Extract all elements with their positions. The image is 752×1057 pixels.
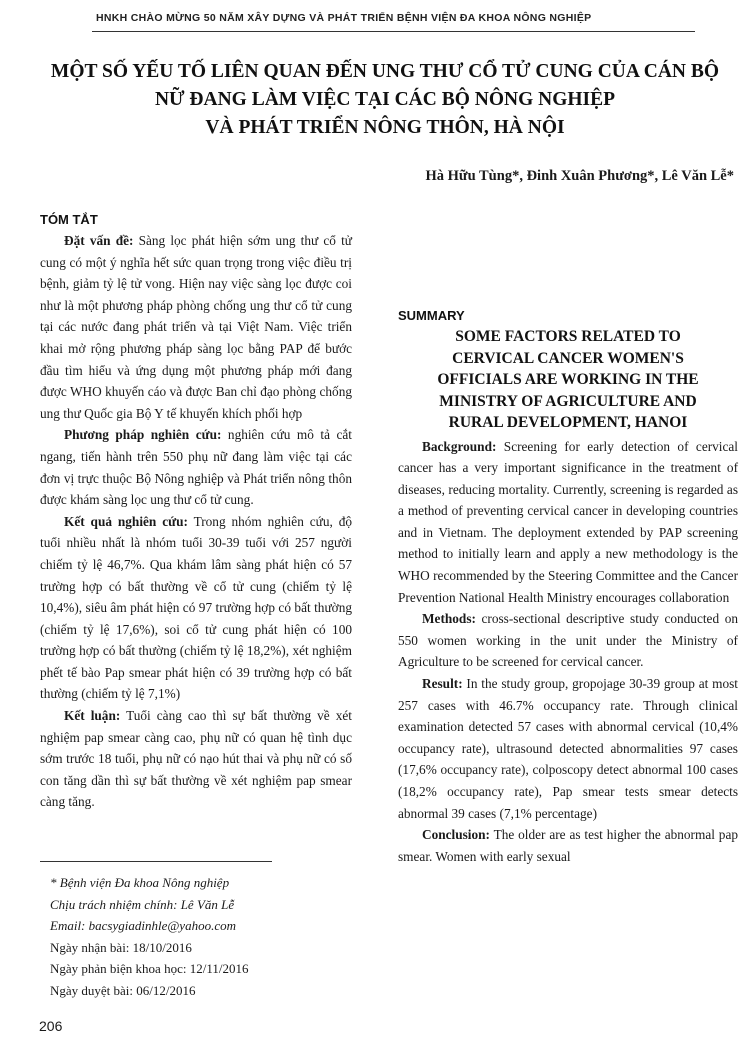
summary-heading: SUMMARY — [398, 308, 465, 323]
background-label: Đặt vấn đề: — [64, 233, 134, 248]
footnote-responsible: Chịu trách nhiệm chính: Lê Văn Lễ — [50, 896, 235, 912]
abstract-methods — [40, 424, 352, 510]
footnote-rule — [40, 861, 272, 862]
methods-text: cross-sectional descriptive study conducted on 550 women working in the unit under the Ministry of Agriculture to be screened for cervical cancer. — [398, 611, 738, 670]
footnote-received: Ngày nhận bài: 18/10/2016 — [50, 939, 192, 955]
conclusion-text: The older are as test higher the abnormal pap smear. Women with early sexual — [398, 827, 738, 864]
header-rule — [92, 31, 695, 32]
summary-methods — [398, 608, 738, 673]
summary-english — [398, 212, 738, 867]
background-label: Background: — [422, 438, 497, 454]
summary-result — [398, 673, 738, 824]
page-number: 206 — [39, 1018, 63, 1034]
footnote-accepted: Ngày duyệt bài: 06/12/2016 — [50, 982, 196, 998]
footnotes — [50, 872, 350, 1001]
abstract-conclusion — [40, 705, 352, 813]
summary-background — [398, 436, 738, 609]
summary-title-line: CERVICAL CANCER WOMEN'S — [452, 349, 684, 367]
summary-conclusion — [398, 824, 738, 867]
methods-label: Phương pháp nghiên cứu: — [64, 427, 222, 443]
background-text: Screening for early detection of cervical cancer has a very important significance in the treatment of diseases, reducing mortality. Currently, screening is regarded as a method of preventing cervical cancer in developing countries and in Vietnam. The deployment extended by PAP screening method to initially learn and apply a new methodology is the WHO recommended by the Steering Committee and the Cancer Prevention National Health Ministry encourages collaboration — [398, 438, 738, 605]
title-line: NỮ ĐANG LÀM VIỆC TẠI CÁC BỘ NÔNG NGHIỆP — [154, 89, 616, 110]
footnote-affiliation: * Bệnh viện Đa khoa Nông nghiệp — [50, 875, 230, 890]
summary-title-line: MINISTRY OF AGRICULTURE AND — [439, 392, 697, 410]
summary-title-line: SOME FACTORS RELATED TO — [455, 328, 681, 345]
conclusion-label: Kết luận: — [64, 708, 121, 724]
results-text: Trong nhóm nghiên cứu, độ tuổi nhiều nhất là nhóm tuổi 30-39 tuổi với 257 người chiếm tỷ lệ 46,7%. Qua khám lâm sàng phát hiện có 57 trường hợp có bất thường về cổ tử cung (chiếm tỷ lệ 10,4%), siêu âm phát hiện có 97 trường hợp có bất thường (chiếm tỷ lệ 17,6%), soi cổ tử cung phát hiện có 100 trường hợp có bất thường (chiếm tỷ lệ 18,2%), xét nghiệm phết tế bào Pap smear phát hiện có 39 trường hợp có bất thường (chiếm tỷ lệ 7,1%) — [40, 513, 353, 702]
result-text: In the study group, gropojage 30-39 group at most 257 cases with 46.7% occupancy rate. Through clinical examination detected 57 cases with abnormal cervical (10,4% occupancy rate), ultrasound detected abnormalities 97 cases (17,6% occupancy rate), colposcopy detect abnormal 100 cases (18,2% occupancy rate), Pap smear tests smear detects abnormal 39 cases (7,1% percentage) — [398, 676, 738, 821]
author-list: Hà Hữu Tùng*, Đinh Xuân Phương*, Lê Văn Lễ* — [425, 168, 734, 184]
abstract-heading: TÓM TẮT — [40, 212, 98, 227]
summary-title-line: OFFICIALS ARE WORKING IN THE — [437, 371, 699, 388]
summary-title-line: RURAL DEVELOPMENT, HANOI — [448, 414, 688, 431]
title-line: VÀ PHÁT TRIỂN NÔNG THÔN, HÀ NỘI — [205, 117, 565, 138]
methods-text: nghiên cứu mô tả cắt ngang, tiến hành trên 550 phụ nữ đang làm việc tại các đơn vị trực thuộc Bộ Nông nghiệp và Phát triển nông thôn được khám sàng lọc ung thư cổ tử cung. — [40, 427, 352, 508]
running-header: HNKH CHÀO MỪNG 50 NĂM XÂY DỰNG VÀ PHÁT TRIỂN BỆNH VIỆN ĐA KHOA NÔNG NGHIỆP — [96, 12, 592, 24]
abstract-results — [40, 511, 352, 705]
background-text: Sàng lọc phát hiện sớm ung thư cổ tử cung có một ý nghĩa hết sức quan trọng trong việc điều trị bệnh, giảm tỷ lệ tử vong. Hiện nay việc sàng lọc được coi như là một phương pháp phòng chống ung thư cổ tử cung tại các nước đang phát triển và tại Việt Nam. Việc triển khai mở rộng phương pháp sàng lọc bằng PAP để bước đầu tìm hiểu và ứng dụng một phương pháp mới đang được WHO khuyến cáo và được Ban chỉ đạo phòng chống ung thư Quốc gia Bộ Y tế khuyến khích phối hợp — [40, 233, 352, 421]
article-title — [40, 58, 730, 142]
footnote-email: Email: bacsygiadinhle@yahoo.com — [50, 918, 236, 933]
conclusion-text: Tuổi càng cao thì sự bất thường về xét nghiệm pap smear càng cao, phụ nữ có quan hệ tình dục sớm trước 18 tuổi, phụ nữ có nạo hút thai và phụ nữ có số con tăng dần thì sự bất thường về xét nghiệm pap smear càng tăng. — [40, 708, 352, 810]
result-label: Result: — [422, 676, 463, 692]
summary-title — [398, 326, 738, 434]
footnote-reviewed: Ngày phản biện khoa học: 12/11/2016 — [50, 961, 249, 976]
conclusion-label: Conclusion: — [422, 827, 490, 843]
results-label: Kết quả nghiên cứu: — [64, 513, 188, 529]
abstract-vietnamese — [40, 212, 352, 813]
column-continuation-spacer — [398, 212, 738, 308]
abstract-background — [40, 230, 352, 424]
title-line: MỘT SỐ YẾU TỐ LIÊN QUAN ĐẾN UNG THƯ CỔ TỬ CUNG CỦA CÁN BỘ — [50, 61, 720, 82]
methods-label: Methods: — [422, 611, 476, 627]
